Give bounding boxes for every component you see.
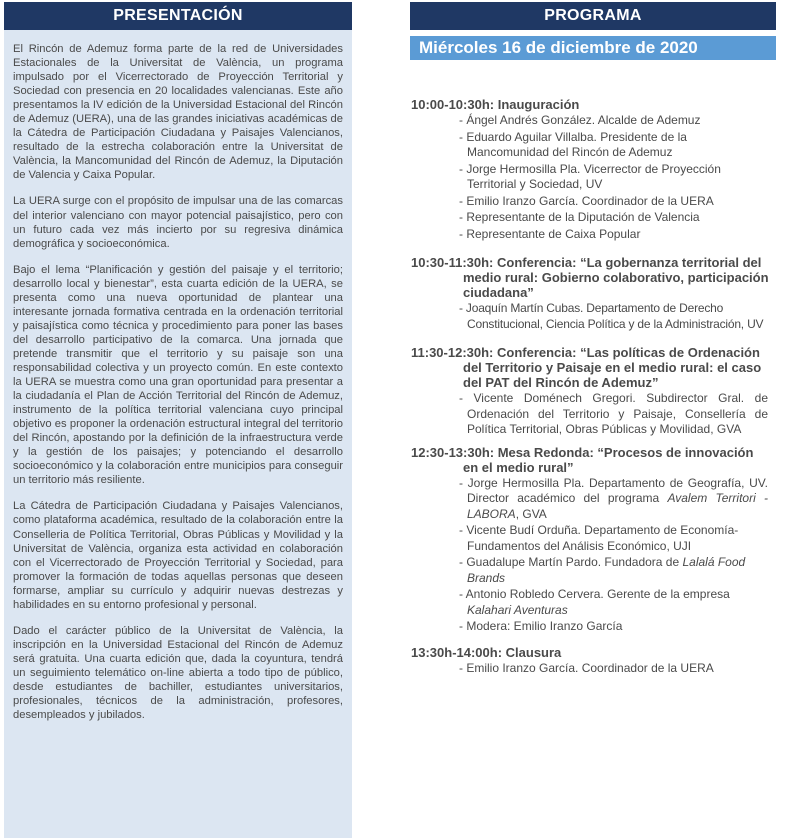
speaker-item: - Emilio Iranzo García. Coordinador de la UERA xyxy=(459,193,714,208)
session-title: 11:30-12:30h: Conferencia: “Las políticas de Ordenación del Territorio y Paisaje en el medio rural: el caso del PAT del Rincón de Ademuz” xyxy=(411,345,762,390)
programa-date: Miércoles 16 de diciembre de 2020 xyxy=(410,36,776,60)
presentacion-body xyxy=(4,30,352,722)
speaker-item: - Joaquín Martín Cubas. Departamento de Derecho Constitucional, Ciencia Política y de la Administración, UV xyxy=(459,301,764,331)
presentacion-panel xyxy=(4,2,352,838)
company-name: Lalalá Food Brands xyxy=(467,555,746,585)
speaker-item: - Vicente Doménech Gregori. Subdirector Gral. de Ordenación del Territorio y Paisaje, Consellería de Política Territorial, Obras Públicas y Movilidad, GVA xyxy=(459,391,768,436)
session-conferencia-gobernanza xyxy=(411,255,776,332)
program-name: Avalem Territori - LABORA xyxy=(467,491,768,521)
speaker-item xyxy=(459,587,768,618)
speaker-list xyxy=(411,301,776,332)
session-mesa-redonda xyxy=(411,445,776,635)
speaker-item: - Vicente Budí Orduña. Departamento de Economía-Fundamentos del Análisis Económico, UJI xyxy=(459,523,739,553)
speaker-item xyxy=(459,476,768,523)
session-title: 10:30-11:30h: Conferencia: “La gobernanza territorial del medio rural: Gobierno colaborativo, participación ciudadana” xyxy=(411,255,769,300)
session-title: 12:30-13:30h: Mesa Redonda: “Procesos de innovación en el medio rural” xyxy=(411,444,754,475)
session-conferencia-ordenacion xyxy=(411,345,776,438)
speaker-list xyxy=(411,113,776,242)
company-name: Kalahari Aventuras xyxy=(467,602,568,617)
speaker-item: - Representante de la Diputación de Valencia xyxy=(459,210,700,224)
speaker-text: - Antonio Robledo Cervera. Gerente de la empresa xyxy=(459,587,730,601)
session-inauguracion xyxy=(411,97,776,242)
speaker-item: - Representante de Caixa Popular xyxy=(459,226,641,241)
speaker-text: - Guadalupe Martín Pardo. Fundadora de xyxy=(459,555,680,569)
programa-panel xyxy=(410,2,776,838)
speaker-text: , GVA xyxy=(515,506,547,521)
speaker-list xyxy=(411,661,776,677)
speaker-list xyxy=(411,391,776,438)
speaker-item xyxy=(459,555,768,586)
speaker-item: - Emilio Iranzo García. Coordinador de la UERA xyxy=(459,660,714,675)
presentacion-paragraph: La Cátedra de Participación Ciudadana y Paisajes Valencianos, como plataforma académica, resultado de la colaboración entre la Conselleria de Política Territorial, Obras Públicas y Movilidad y la Universitat de València, organiza esta actividad en colaboración con el Vicerrectorado de Proyección Territorial y Sociedad, para promover la formación de todas aquellas personas que deseen formarse, ampliar su currículo y adquirir nuevas destrezas y habilidades en su entorno profesional y personal. xyxy=(13,500,343,611)
presentacion-paragraph: El Rincón de Ademuz forma parte de la red de Universidades Estacionales de la Universitat de València, un programa impulsado por el Vicerrectorado de Proyección Territorial y Sociedad con presencia en 20 localidades valencianas. Este año presentamos la IV edición de la Universidad Estacional del Rincón de Ademuz (UERA), una de las grandes iniciativas académicas de la Cátedra de Participación Ciudadana y Paisajes Valencianos, resultado de la estrecha colaboración entre la Universitat de València, la Mancomunidad del Rincón de Ademuz, la Diputación de Valencia y Caixa Popular. xyxy=(13,43,343,182)
session-title: 13:30h-14:00h: Clausura xyxy=(411,644,562,660)
speaker-item: - Modera: Emilio Iranzo García xyxy=(459,619,623,633)
speaker-list xyxy=(411,476,776,635)
presentacion-heading: PRESENTACIÓN xyxy=(4,2,352,30)
presentacion-paragraph: Bajo el lema “Planificación y gestión del paisaje y el territorio; desarrollo local y bienestar”, esta cuarta edición de la UERA, se presenta como una nueva oportunidad de plantear una interesante jornada formativa centrada en la ordenación territorial y paisajística como técnica y procedimiento para poner las bases del desarrollo participativo de la comarca. Una jornada que pretende transmitir que el territorio y su paisaje son una responsabilidad colectiva y un proyecto común. En este contexto la UERA se muestra como una gran oportunidad para presentar a la ciudadanía el Plan de Acción Territorial del Rincón de Ademuz, instrumento de la política territorial valenciana cuyo principal objetivo es proponer la ordenación estructural integral del territorio del Rincón, apostando por la definición de la infraestructura verde y la gestión de los paisajes; y potenciando el desarrollo socioeconómico y la colaboración entre municipios para conseguir un territorio más resiliente. xyxy=(13,263,343,487)
speaker-item: - Eduardo Aguilar Villalba. Presidente de la Mancomunidad del Rincón de Ademuz xyxy=(459,129,687,159)
speaker-text: - Jorge Hermosilla Pla. Departamento de Geografía, UV. Director académico del programa xyxy=(459,475,768,505)
session-clausura xyxy=(411,645,776,677)
session-title: 10:00-10:30h: Inauguración xyxy=(411,97,580,112)
presentacion-paragraph: Dado el carácter público de la Universitat de València, la inscripción en la Universidad Estacional del Rincón de Ademuz será gratuita. Una cuarta edición que, dada la coyuntura, tendrá un seguimiento telemático on-line abierta a todo tipo de público, desde estudiantes de bachiller, estudiantes universitarios, profesionales, técnicos de la administración, profesores, desempleados y jubilados. xyxy=(13,624,343,722)
speaker-item: - Jorge Hermosilla Pla. Vicerrector de Proyección Territorial y Sociedad, UV xyxy=(459,161,721,191)
presentacion-paragraph: La UERA surge con el propósito de impulsar una de las comarcas del interior valenciano con mayor potencial paisajístico, pero con un futuro cada vez más incierto por su regresiva dinámica demográfica y socioeconómica. xyxy=(13,195,343,250)
speaker-item: - Ángel Andrés González. Alcalde de Ademuz xyxy=(459,113,701,127)
programa-heading: PROGRAMA xyxy=(410,2,776,30)
